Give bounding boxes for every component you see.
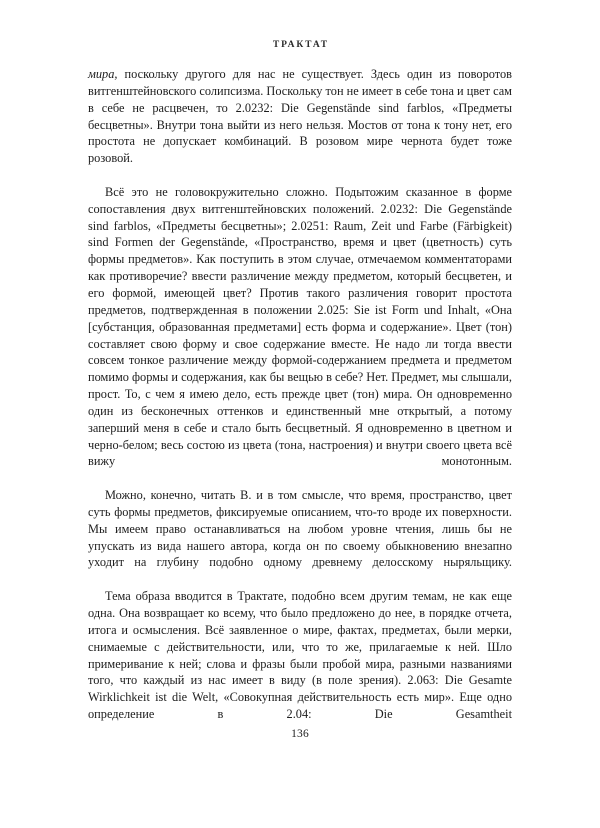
paragraph [88, 487, 512, 588]
paragraph [88, 184, 512, 487]
paragraph-text: Всё это не головокружительно сложно. Подытожим сказанное в форме сопоставления двух витгенштейновских положений. 2.0232: Die Gegenstände sind farblos, «Предметы бесцветны»; 2.0251: Raum, Zeit und Farbe (Färbigkeit) sind Formen der Gegenstände, «Пространство, время и цвет (цветность) суть формы предметов». Как поступить в этом случае, отмечаемом комментаторами как противоречие? ввести различение между предметом, который бесцветен, и его формой, имеющей цвет? Против такого различения говорит простота предметов, подтвержденная в положении 2.025: Sie ist Form und Inhalt, «Она [субстанция, образованная предметами] есть форма и содержание». Цвет (тон) составляет свою форму и свое содержание вместе. Не надо ли тогда ввести совсем тонкое различение между формой-содержанием предмета и предметом помимо формы и содержания, как бы вещью в себе? Нет. Предмет, мы слышали, прост. То, с чем я имею дело, есть прежде цвет (тон) мира. Он одновременно один из бесконечных оттенков и единственный мне открытый, а потому заперший меня в себе и стало быть бесцветный. Я одновременно в цветном и черно-белом; весь состою из цвета (тона, настроения) и внутри своего цвета всё вижу монотонным. [88, 184, 512, 469]
paragraph [88, 588, 512, 740]
paragraph-text: Тема образа вводится в Трактате, подобно всем другим темам, не как еще одна. Она возвращает ко всему, что было предложено до нее, в порядке отчета, итога и осмысления. Всё заявленное о мире, фактах, предметах, были мерки, снимаемые с действительности, или, что то же, прилагаемые к ней. Шло примеривание к ней; слова и фразы были пробой мира, разными названиями того, что каждый из нас имеет в виду (в поле зрения). 2.063: Die Gesamte Wirklichkeit ist die Welt, «Совокупная действительность есть мир». Еще одно определение в 2.04: Die Gesamtheit [88, 589, 512, 722]
running-head: ТРАКТАТ [272, 40, 330, 50]
paragraph [88, 66, 512, 184]
paragraph-text: Можно, конечно, читать В. и в том смысле, что время, пространство, цвет суть формы предметов, фиксируемые описанием, что-то вроде их поверхности. Мы имеем право останавливаться на любом уровне чтения, лишь бы не упускать из вида нашего автора, когда он по своему обыкновению внезапно уходит на глубину подобно одному древнему делосскому ныряльщику. [88, 488, 512, 570]
paragraph-text: поскольку другого для нас не существует. Здесь один из поворотов витгенштейновского солипсизма. Поскольку тон не имеет в себе тона и цвет сам в себе не расцвечен, то 2.0232: Die Gegenstände sind farblos, «Предметы бесцветны». Внутри тона выйти из него нельзя. Мостов от тона к тону нет, его простота не допускает комбинаций. В розовом мире чернота будет тоже розовой. [88, 67, 512, 166]
paragraph-lead-italic: мира, [88, 67, 118, 81]
page-number: 136 [291, 728, 309, 740]
body-text-block [88, 66, 512, 740]
